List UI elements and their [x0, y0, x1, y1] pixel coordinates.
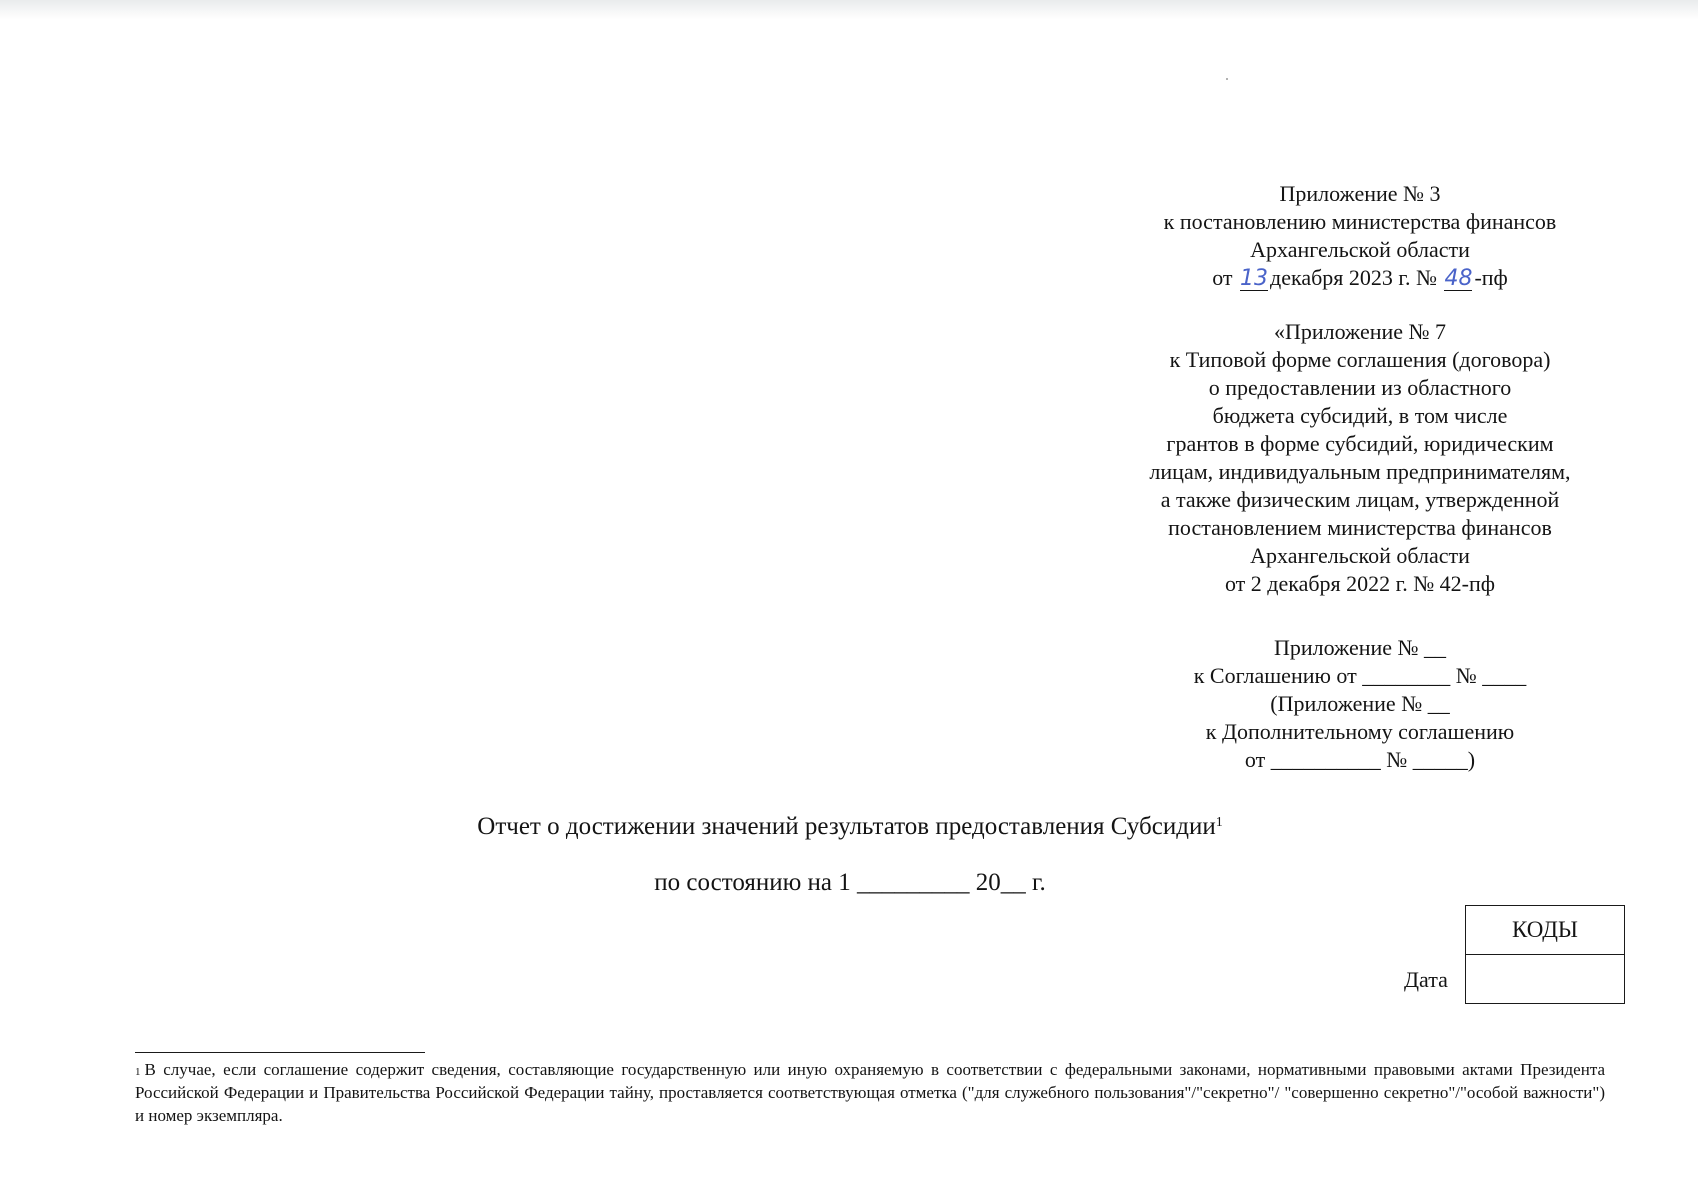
- appendix-7-line: постановлением министерства финансов: [1168, 515, 1552, 540]
- date-label: Дата: [1404, 967, 1448, 992]
- appendix-3-date-line: [1080, 264, 1640, 292]
- codes-table: [1465, 905, 1625, 1004]
- appendix-7-line: бюджета субсидий, в том числе: [1212, 403, 1508, 428]
- appendix-3-title: Приложение № 3: [1279, 181, 1441, 206]
- appendix-7-header: [1080, 318, 1640, 598]
- appendix-7-line: грантов в форме субсидий, юридическим: [1166, 431, 1554, 456]
- footnote-divider: [135, 1052, 425, 1053]
- report-title: [200, 812, 1500, 842]
- appendix-3-header: [1080, 180, 1640, 292]
- handwritten-number: 48: [1444, 266, 1473, 291]
- scan-top-edge: [0, 0, 1698, 20]
- appendix-7-line: от 2 декабря 2022 г. № 42-пф: [1224, 571, 1496, 596]
- report-date-line: по состоянию на 1 _________ 20__ г.: [654, 869, 1046, 896]
- appendix-7-line: Архангельской области: [1250, 543, 1470, 568]
- footnote-mark: 1: [135, 1066, 141, 1078]
- appendix-3-line-2: к постановлению министерства финансов: [1163, 209, 1557, 234]
- appendix-7-line: к Типовой форме соглашения (договора): [1169, 347, 1551, 372]
- agreement-appendix-line: (Приложение № __: [1270, 691, 1450, 716]
- agreement-appendix-line: от __________ № _____): [1244, 747, 1476, 772]
- handwritten-day: 13: [1240, 266, 1269, 291]
- date-prefix: от: [1212, 265, 1233, 290]
- footnote-text: В случае, если соглашение содержит сведения, составляющие государственную или иную охраняемую в соответствии с федеральными законами, нормативными правовыми актами Президента Российской Федерации и Правительства Российской Федерации тайну, проставляется соответствующая отметка ("для служебного пользования"/"секретно"/ "совершенно секретно"/"особой важности") и номер экземпляра.: [135, 1060, 1605, 1125]
- appendix-7-line: лицам, индивидуальным предпринимателям,: [1149, 459, 1571, 484]
- appendix-3-line-3: Архангельской области: [1250, 237, 1470, 262]
- date-middle: декабря 2023 г. №: [1270, 265, 1437, 290]
- agreement-appendix-line: Приложение № __: [1273, 635, 1447, 660]
- appendix-7-line: «Приложение № 7: [1273, 319, 1447, 344]
- report-title-text: Отчет о достижении значений результатов предоставления Субсидии: [477, 813, 1216, 840]
- footnote: [135, 1058, 1605, 1127]
- agreement-appendix-line: к Дополнительному соглашению: [1205, 719, 1515, 744]
- appendix-7-line: о предоставлении из областного: [1208, 375, 1512, 400]
- date-suffix: -пф: [1474, 265, 1508, 290]
- appendix-7-line: а также физическим лицам, утвержденной: [1160, 487, 1560, 512]
- codes-header: КОДЫ: [1466, 906, 1625, 955]
- footnote-reference: 1: [1215, 815, 1223, 830]
- scan-speck: [1226, 78, 1228, 80]
- agreement-appendix-line: к Соглашению от ________ № ____: [1193, 663, 1527, 688]
- date-code-cell[interactable]: [1466, 955, 1625, 1004]
- agreement-appendix-header: [1150, 634, 1570, 774]
